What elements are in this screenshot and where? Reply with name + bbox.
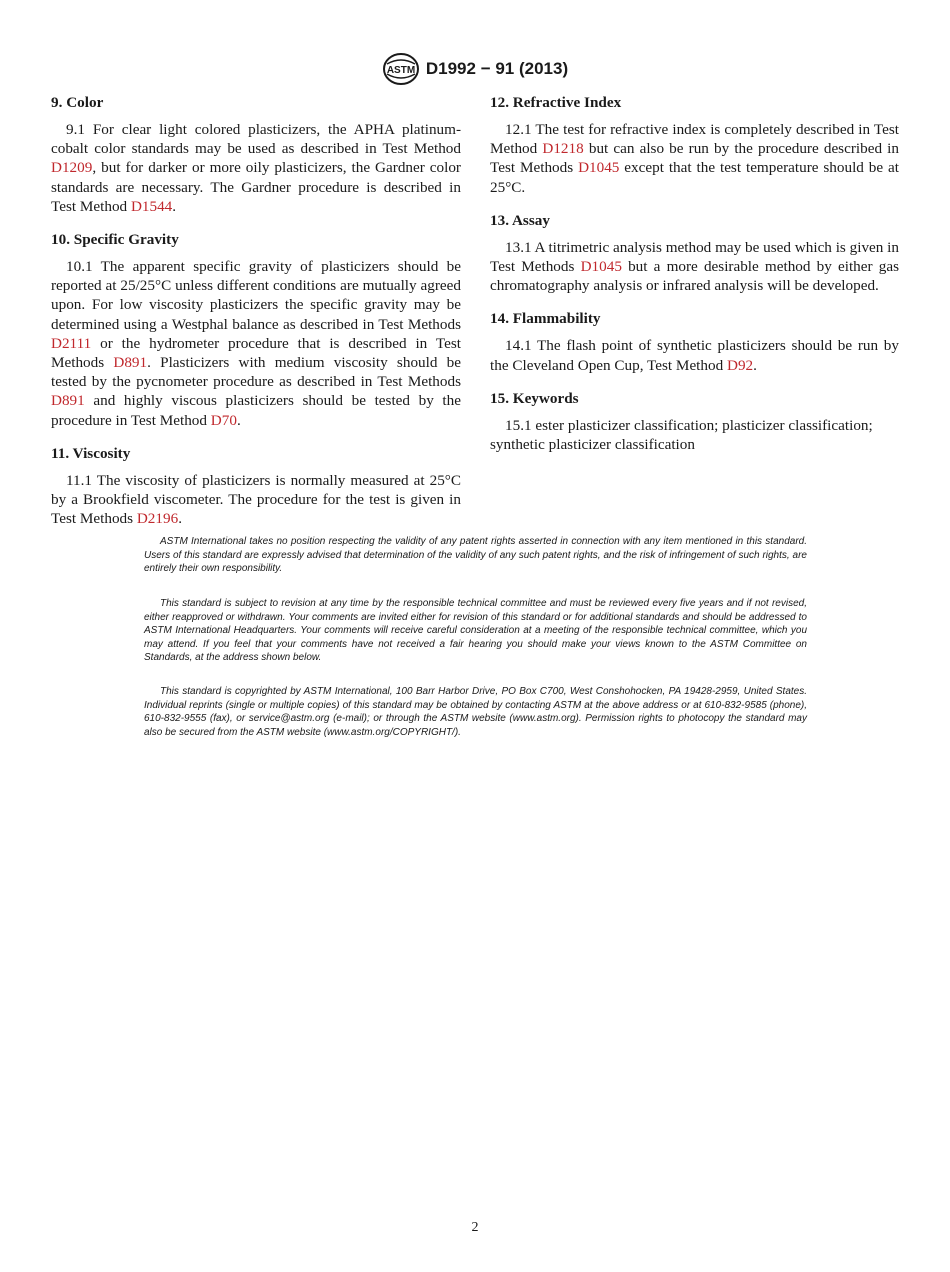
section-assay: [490, 211, 899, 296]
section-heading: 10. Specific Gravity: [51, 231, 179, 249]
paragraph: 13.1 A titrimetric analysis method may be used which is given in Test Methods D1045 but a more desirable method by either gas chromatography analysis or infrared analysis will be developed.: [490, 238, 899, 295]
section-keywords: [490, 389, 899, 454]
footer-patent-notice: ASTM International takes no position respecting the validity of any patent rights asserted in connection with any item mentioned in this standard. Users of this standard are expressly advised that determination of the validity of any such patent rights, and the risk of infringement of such rights, are entirely their own responsibility.: [144, 536, 807, 575]
paragraph: 11.1 The viscosity of plasticizers is normally measured at 25°C by a Brookfield viscometer. The procedure for the test is given in Test Methods D2196.: [51, 471, 461, 528]
link-d1045[interactable]: D1045: [578, 159, 620, 177]
link-d1218[interactable]: D1218: [542, 140, 584, 158]
section-heading: 9. Color: [51, 94, 104, 111]
document-id: D1992 − 91 (2013): [425, 59, 569, 78]
right-column: [490, 93, 899, 468]
link-d70[interactable]: D70: [210, 411, 237, 429]
section-color: [51, 93, 461, 216]
left-column: [51, 93, 461, 542]
svg-text:ASTM: ASTM: [386, 65, 416, 76]
section-flammability: [490, 309, 899, 374]
section-heading: 14. Flammability: [490, 310, 601, 328]
link-d891[interactable]: D891: [51, 392, 85, 410]
paragraph: 12.1 The test for refractive index is completely described in Test Method D1218 but can also be run by the procedure described in Test Methods D1045 except that the test temperature should be at 25°C.: [490, 121, 899, 196]
section-refractive-index: [490, 93, 899, 197]
page-header: [0, 52, 950, 86]
paragraph: 15.1 ester plasticizer classification; plasticizer classification; synthetic plasticizer classification: [490, 416, 873, 454]
link-d1045[interactable]: D1045: [580, 258, 622, 276]
link-d1544[interactable]: D1544: [130, 197, 173, 215]
section-specific-gravity: [51, 230, 461, 430]
link-d1209[interactable]: D1209: [51, 159, 93, 177]
footer-copyright-notice: This standard is copyrighted by ASTM International, 100 Barr Harbor Drive, PO Box C700, West Conshohocken, PA 19428-2959, United States. Individual reprints (single or multiple copies) of this standard may be obtained by contacting ASTM at the above address or at 610-832-9585 (phone), 610-832-9555 (fax), or service@astm.org (e-mail); or through the ASTM website (www.astm.org). Permission rights to photocopy the standard may also be secured from the ASTM website (www.astm.org/COPYRIGHT/).: [144, 686, 807, 738]
section-heading: 12. Refractive Index: [490, 94, 622, 111]
page-number: 2: [471, 1220, 479, 1235]
paragraph: 9.1 For clear light colored plasticizers, the APHA platinum-cobalt color standards may be used as described in Test Method D1209, but for darker or more oily plasticizers, the Gardner color standards are necessary. The Gardner procedure is described in Test Method D1544.: [51, 121, 461, 215]
paragraph: 14.1 The flash point of synthetic plasticizers should be run by the Cleveland Open Cup, Test Method D92.: [490, 337, 899, 374]
link-d2111[interactable]: D2111: [51, 334, 92, 352]
paragraph: 10.1 The apparent specific gravity of plasticizers should be reported at 25/25°C unless different conditions are mutually agreed upon. For low viscosity plasticizers the specific gravity may be determined using a Westphal balance as described in Test Methods D2111 or the hydrometer procedure that is described in Test Methods D891. Plasticizers with medium viscosity should be tested by the pycnometer procedure as described in Test Methods D891 and highly viscous plasticizers should be tested by the procedure in Test Method D70.: [51, 258, 461, 429]
link-d891[interactable]: D891: [113, 354, 148, 372]
link-d92[interactable]: D92: [726, 356, 754, 374]
section-heading: 13. Assay: [490, 211, 550, 229]
link-d2196[interactable]: D2196: [136, 510, 179, 528]
section-heading: 11. Viscosity: [51, 444, 131, 462]
section-heading: 15. Keywords: [490, 389, 579, 407]
astm-logo-icon: [382, 52, 420, 86]
footer-revision-notice: This standard is subject to revision at any time by the responsible technical committee and must be reviewed every five years and if not revised, either reapproved or withdrawn. Your comments are invited either for revision of this standard or for additional standards and should be addressed to ASTM International Headquarters. Your comments will receive careful consideration at a meeting of the responsible technical committee, which you may attend. If you feel that your comments have not received a fair hearing you should make your views known to the ASTM Committee on Standards, at the address shown below.: [144, 598, 807, 664]
section-viscosity: [51, 444, 461, 529]
